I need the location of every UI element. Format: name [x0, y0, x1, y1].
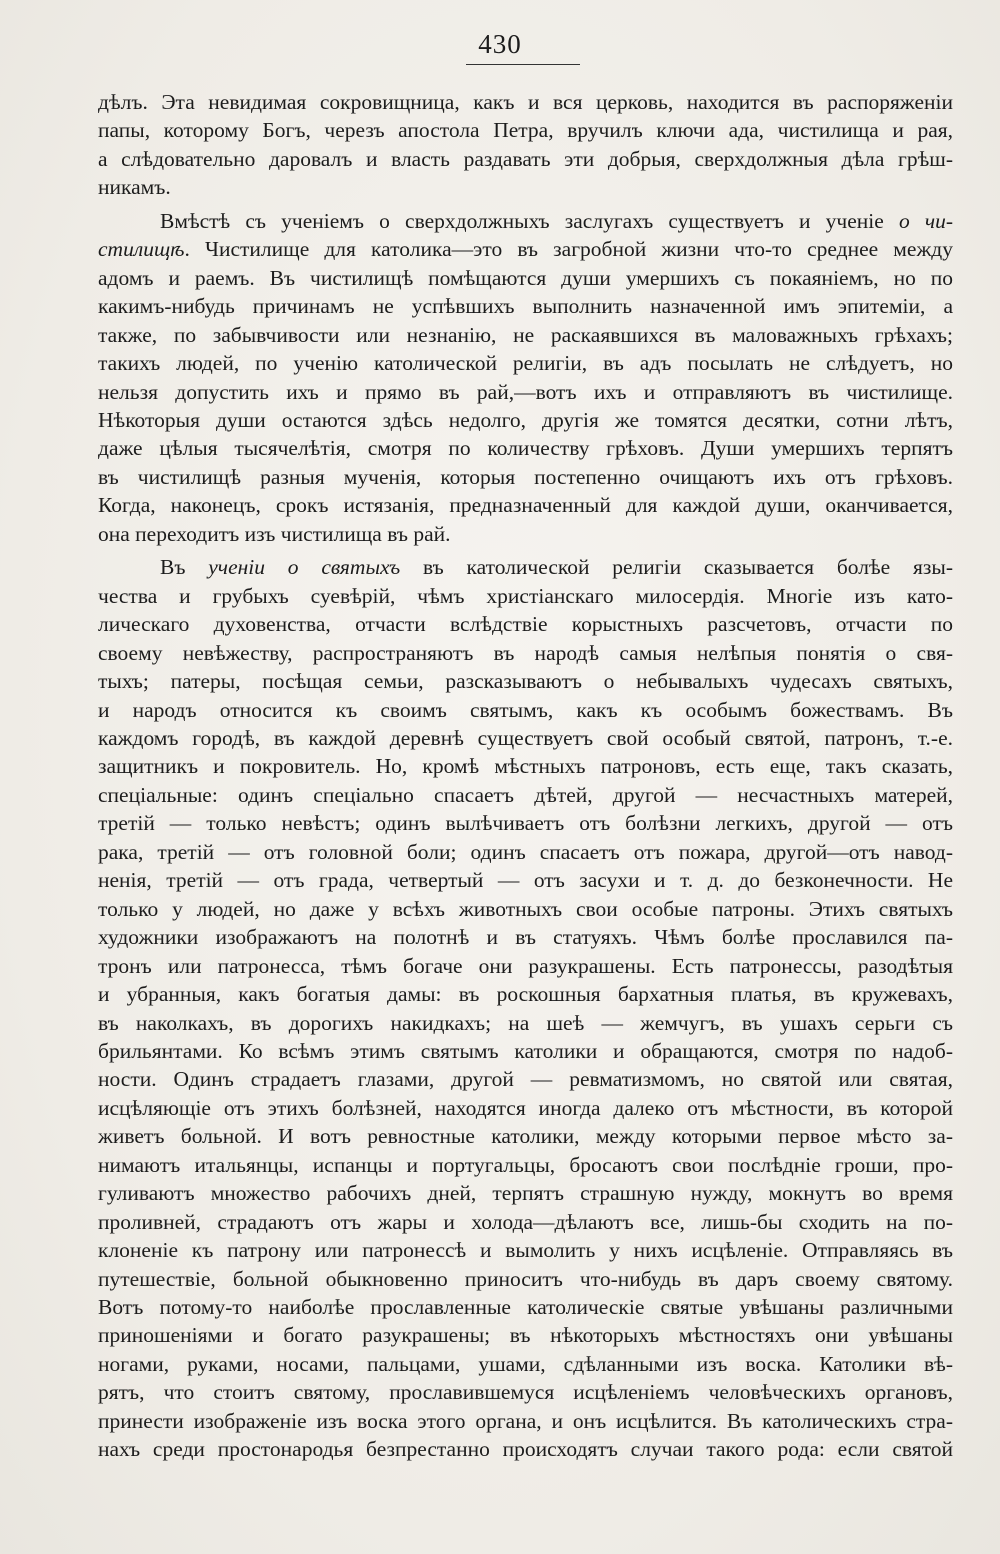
text-line: дѣлъ. Эта невидимая сокровищница, какъ и вся церковь, находится въ распоряженіи	[98, 90, 953, 114]
text-line: клоненіе къ патрону или патронессѣ и вымолить у нихъ исцѣленіе. Отправляясь въ	[98, 1238, 953, 1263]
text-line: ногами, руками, носами, пальцами, ушами, сдѣланными изъ воска. Католики вѣ-	[98, 1351, 953, 1376]
text-line: Вотъ потому-то наиболѣе прославленные католическіе святые увѣшаны различными	[98, 1295, 953, 1320]
paragraph-2	[98, 207, 953, 548]
italic-term: стилищѣ	[98, 237, 185, 262]
text-line: тронъ или патронесса, тѣмъ богаче они разукрашены. Есть патронессы, разодѣтыя	[98, 953, 953, 978]
text-line: и убранныя, какъ богатыя дамы: въ роскошныя бархатныя платья, въ кружевахъ,	[98, 982, 953, 1007]
text-line: защитникъ и покровитель. Но, кромѣ мѣстныхъ патроновъ, есть еще, такъ сказать,	[98, 754, 953, 779]
text-line: такихъ людей, по ученію католической религіи, въ адъ посылать не слѣдуетъ, но	[98, 351, 953, 376]
text-line	[98, 235, 953, 263]
text-line: нахъ среди простонародья безпрестанно происходятъ случаи такого рода: если святой	[98, 1437, 953, 1462]
text-line: тыхъ; патеры, посѣщая семьи, разсказываютъ о небывалыхъ чудесахъ святыхъ,	[98, 669, 953, 694]
text-line: принести изображеніе изъ воска этого органа, и онъ исцѣлится. Въ католическихъ стра-	[98, 1408, 953, 1433]
text-fragment: . Чистилище для католика—это въ загробной жизни что-то среднее между	[184, 237, 953, 262]
text-line: каждомъ городѣ, въ каждой деревнѣ существуетъ свой особый святой, патронъ, т.-е.	[98, 725, 953, 750]
italic-term: о чи-	[898, 208, 953, 233]
text-line: спеціальные: одинъ спеціально спасаетъ дѣтей, другой — несчастныхъ матерей,	[98, 782, 953, 807]
text-line: рятъ, что стоитъ святому, прославившемуся исцѣленіемъ человѣческихъ органовъ,	[98, 1380, 953, 1405]
text-line: Когда, наконецъ, срокъ истязанія, предназначенный для каждой души, оканчивается,	[98, 493, 953, 518]
text-line: въ наколкахъ, въ дорогихъ накидкахъ; на шеѣ — жемчугъ, въ ушахъ серьги съ	[98, 1010, 953, 1035]
header-rule	[466, 64, 580, 65]
text-line: гуливаютъ множество рабочихъ дней, терпятъ страшную нужду, мокнутъ во время	[98, 1181, 953, 1206]
text-line: въ чистилищѣ разныя мученія, которыя постепенно очищаютъ ихъ отъ грѣховъ.	[98, 464, 953, 489]
text-line: только у людей, но даже у всѣхъ животныхъ свои особые патроны. Этихъ святыхъ	[98, 896, 953, 921]
text-line: рака, третій — отъ головной боли; одинъ спасаетъ отъ пожара, другой—отъ навод-	[98, 839, 953, 864]
text-line: никамъ.	[98, 175, 171, 200]
text-line	[98, 553, 953, 581]
text-line: ненія, третій — отъ града, четвертый — отъ засухи и т. д. до безконечности. Не	[98, 868, 953, 893]
text-line: лическаго духовенства, отчасти вслѣдствіе корыстныхъ разсчетовъ, отчасти по	[98, 612, 953, 637]
text-line: какимъ-нибудь причинамъ не успѣвшихъ выполнить назначенной имъ эпитеміи, а	[98, 294, 953, 319]
text-line: исцѣляющіе отъ этихъ болѣзней, находятся иногда далеко отъ мѣстности, въ которой	[98, 1095, 953, 1120]
text-line: даже цѣлыя тысячелѣтія, смотря по количеству грѣховъ. Души умершихъ терпятъ	[98, 436, 953, 461]
text-line: брильянтами. Ко всѣмъ этимъ святымъ католики и обращаются, смотря по надоб-	[98, 1038, 953, 1063]
text-line: приношеніями и богато разукрашены; въ нѣкоторыхъ мѣстностяхъ они увѣшаны	[98, 1323, 953, 1348]
text-line: путешествіе, больной обыкновенно приноситъ что-нибудь въ даръ своему святому.	[98, 1266, 953, 1291]
text-fragment: въ католической религіи сказывается болѣе язы-	[400, 555, 953, 580]
text-fragment: Вмѣстѣ съ ученіемъ о сверхдолжныхъ заслугахъ существуетъ и ученіе	[160, 208, 899, 233]
body-text	[98, 88, 953, 1464]
paragraph-3	[98, 553, 953, 1464]
text-line: проливней, страдаютъ отъ жары и холода—дѣлаютъ все, лишь-бы сходить на по-	[98, 1209, 953, 1234]
text-line: адомъ и раемъ. Въ чистилищѣ помѣщаются души умершихъ съ покаяніемъ, но по	[98, 265, 953, 290]
text-line: нельзя допустить ихъ и прямо въ рай,—вотъ ихъ и отправляютъ въ чистилище.	[98, 379, 953, 404]
text-fragment: Въ	[160, 555, 209, 580]
text-line: своему невѣжеству, распространяютъ въ народѣ самыя нелѣпыя понятія о свя-	[98, 640, 953, 665]
text-line: нимаютъ итальянцы, испанцы и португальцы, бросаютъ свои послѣдніе гроши, про-	[98, 1152, 953, 1177]
text-line: ности. Одинъ страдаетъ глазами, другой — ревматизмомъ, но святой или святая,	[98, 1067, 953, 1092]
text-line: и народъ относится къ своимъ святымъ, какъ къ особымъ божествамъ. Въ	[98, 697, 953, 722]
text-line: третій — только невѣстъ; одинъ вылѣчиваетъ отъ болѣзни легкихъ, другой — отъ	[98, 811, 953, 836]
text-line: художники изображаютъ на полотнѣ и въ статуяхъ. Чѣмъ болѣе прославился па-	[98, 925, 953, 950]
text-line: она переходитъ изъ чистилища въ рай.	[98, 521, 451, 546]
paragraph-1	[98, 88, 953, 202]
text-line: живетъ больной. И вотъ ревностные католики, между которыми первое мѣсто за-	[98, 1124, 953, 1149]
text-line: папы, которому Богъ, черезъ апостола Петра, вручилъ ключи ада, чистилища и рая,	[98, 118, 953, 143]
text-line: чества и грубыхъ суевѣрій, чѣмъ христіанскаго милосердія. Многіе изъ като-	[98, 583, 953, 608]
italic-term: ученіи о святыхъ	[208, 555, 401, 580]
text-line: также, по забывчивости или незнанію, не раскаявшихся въ маловажныхъ грѣхахъ;	[98, 322, 953, 347]
text-line	[98, 207, 953, 235]
text-line: а слѣдовательно даровалъ и власть раздавать эти добрыя, сверхдолжныя дѣла грѣш-	[98, 146, 953, 171]
text-line: Нѣкоторыя души остаются здѣсь недолго, другія же томятся десятки, сотни лѣтъ,	[98, 407, 953, 432]
page-number: 430	[478, 29, 522, 59]
